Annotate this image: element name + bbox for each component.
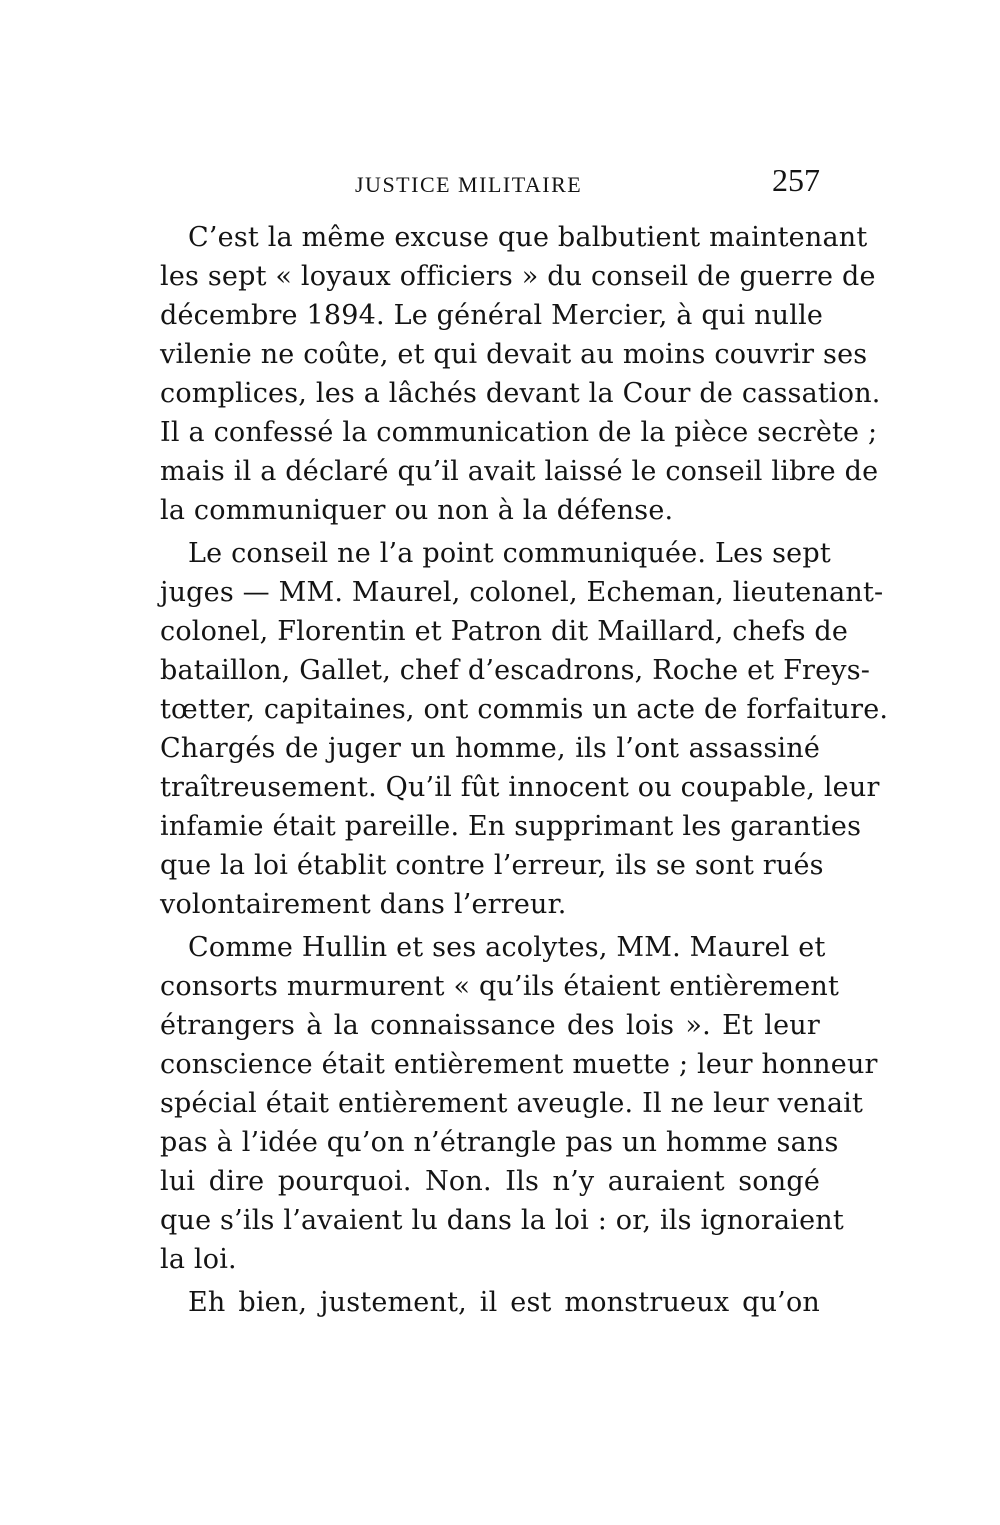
text-line: Comme Hullin et ses acolytes, MM. Maurel et	[188, 932, 826, 963]
page-number: 257	[772, 162, 820, 198]
text-line: décembre 1894. Le général Mercier, à qui nulle	[160, 300, 824, 331]
text-line: Il a confessé la communication de la pièce secrète ;	[160, 417, 878, 448]
text-line: Le conseil ne l’a point communiquée. Les sept	[188, 538, 831, 569]
text-line: Eh bien, justement, il est monstrueux qu’on	[188, 1287, 820, 1318]
text-line: bataillon, Gallet, chef d’escadrons, Roche et Freys-	[160, 655, 871, 686]
text-line: C’est la même excuse que balbutient maintenant	[188, 222, 868, 253]
text-line: vilenie ne coûte, et qui devait au moins couvrir ses	[160, 339, 868, 370]
text-line: que s’ils l’avaient lu dans la loi : or, ils ignoraient	[160, 1205, 844, 1236]
text-line: complices, les a lâchés devant la Cour de cassation.	[160, 378, 881, 409]
text-line: pas à l’idée qu’on n’étrangle pas un homme sans	[160, 1127, 839, 1158]
text-line: la communiquer ou non à la défense.	[160, 495, 674, 526]
running-head	[160, 162, 820, 202]
text-line: la loi.	[160, 1244, 237, 1275]
text-line: Chargés de juger un homme, ils l’ont assassiné	[160, 733, 820, 764]
text-line: volontairement dans l’erreur.	[160, 889, 567, 920]
text-line: colonel, Florentin et Patron dit Maillard, chefs de	[160, 616, 849, 647]
text-line: tœtter, capitaines, ont commis un acte de forfaiture.	[160, 694, 889, 725]
text-line: les sept « loyaux officiers » du conseil de guerre de	[160, 261, 876, 292]
text-line: consorts murmurent « qu’ils étaient entièrement	[160, 971, 840, 1002]
text-line: que la loi établit contre l’erreur, ils se sont rués	[160, 850, 824, 881]
text-line: mais il a déclaré qu’il avait laissé le conseil libre de	[160, 456, 879, 487]
text-line: lui dire pourquoi. Non. Ils n’y auraient songé	[160, 1166, 820, 1197]
text-line: infamie était pareille. En supprimant les garanties	[160, 811, 862, 842]
text-line: conscience était entièrement muette ; leur honneur	[160, 1049, 878, 1080]
running-title: JUSTICE MILITAIRE	[355, 172, 583, 197]
text-line: juges — MM. Maurel, colonel, Echeman, lieutenant-	[160, 577, 884, 608]
text-line: spécial était entièrement aveugle. Il ne leur venait	[160, 1088, 864, 1119]
text-line: traîtreusement. Qu’il fût innocent ou coupable, leur	[160, 772, 880, 803]
text-line: étrangers à la connaissance des lois ». Et leur	[160, 1010, 820, 1041]
body-text	[160, 218, 889, 1322]
